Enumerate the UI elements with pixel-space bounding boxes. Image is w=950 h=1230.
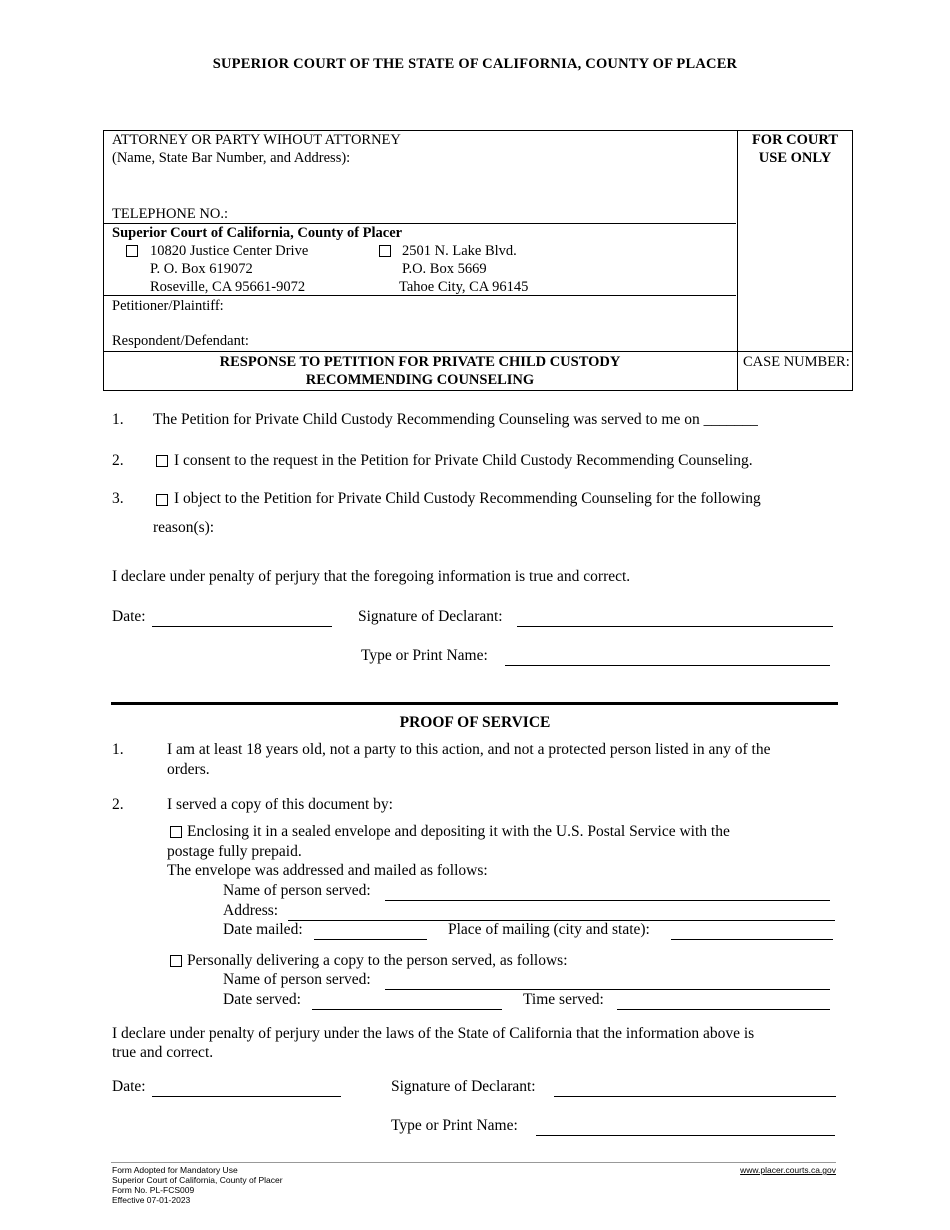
date-mailed-label: Date mailed: [223, 921, 303, 938]
case-number-label: CASE NUMBER: [743, 354, 850, 370]
item-number: 1. [112, 411, 124, 428]
proof-of-service-title: PROOF OF SERVICE [399, 714, 551, 731]
place-mailing-field[interactable] [671, 925, 833, 940]
footer-line: Form Adopted for Mandatory Use [112, 1165, 238, 1175]
proof-date-label: Date: [112, 1078, 146, 1095]
footer-line: Effective 07-01-2023 [112, 1195, 191, 1205]
consent-statement: I consent to the request in the Petition for Private Child Custody Recommending Counseling. [174, 452, 753, 469]
tahoe-address-line: 2501 N. Lake Blvd. [402, 243, 517, 259]
print-name-field[interactable] [505, 651, 830, 666]
name-served-label: Name of person served: [223, 882, 371, 899]
attorney-label: ATTORNEY OR PARTY WIHOUT ATTORNEY [112, 132, 401, 148]
personal-delivery-checkbox[interactable] [170, 955, 182, 967]
respondent-label: Respondent/Defendant: [112, 333, 249, 349]
item-number: 1. [112, 741, 124, 758]
served-date-statement: The Petition for Private Child Custody Recommending Counseling was served to me on _______ [153, 411, 758, 428]
petitioner-label: Petitioner/Plaintiff: [112, 298, 224, 314]
mail-checkbox[interactable] [170, 826, 182, 838]
date-mailed-field[interactable] [314, 925, 427, 940]
signature-label: Signature of Declarant: [358, 608, 503, 625]
form-title-line: RECOMMENDING COUNSELING [305, 372, 535, 388]
roseville-address-line: 10820 Justice Center Drive [150, 243, 309, 259]
consent-checkbox[interactable] [156, 455, 168, 467]
item-number: 2. [112, 796, 124, 813]
proof-declaration-continued: true and correct. [112, 1044, 214, 1061]
roseville-checkbox[interactable] [126, 245, 138, 257]
item-number: 2. [112, 452, 124, 469]
proof-signature-field[interactable] [554, 1082, 836, 1097]
footer-line: Form No. PL-FCS009 [112, 1185, 195, 1195]
mail-address-field[interactable] [288, 906, 835, 921]
age-statement: I am at least 18 years old, not a party to this action, and not a protected person listed in any of the [167, 741, 771, 758]
date-field[interactable] [152, 612, 332, 627]
personal-name-served-field[interactable] [385, 975, 830, 990]
caption-rule [104, 351, 852, 352]
mail-statement-continued: postage fully prepaid. [167, 843, 302, 860]
declaration-statement: I declare under penalty of perjury that the foregoing information is true and correct. [112, 568, 631, 585]
object-checkbox[interactable] [156, 494, 168, 506]
object-statement-continued: reason(s): [153, 519, 215, 536]
mail-name-served-field[interactable] [385, 886, 830, 901]
court-name: Superior Court of California, County of Placer [112, 225, 403, 241]
object-statement: I object to the Petition for Private Child Custody Recommending Counseling for the following [174, 490, 761, 507]
section-divider [111, 702, 838, 705]
court-use-label: FOR COURT USE ONLY [751, 132, 839, 166]
roseville-address-line: Roseville, CA 95661-9072 [150, 279, 306, 295]
footer-website-link[interactable]: www.placer.courts.ca.gov [740, 1165, 836, 1175]
date-label: Date: [112, 608, 146, 625]
footer-form-info [112, 1165, 283, 1205]
name-served-label: Name of person served: [223, 971, 371, 988]
item-number: 3. [112, 490, 124, 507]
caption-box [103, 130, 853, 391]
tahoe-address-line: Tahoe City, CA 96145 [399, 279, 529, 295]
footer-rule [111, 1162, 836, 1163]
proof-declaration: I declare under penalty of perjury under the laws of the State of California that the information above is [112, 1025, 755, 1042]
roseville-address-line: P. O. Box 619072 [150, 261, 253, 277]
tahoe-address-line: P.O. Box 5669 [402, 261, 487, 277]
footer-line: Superior Court of California, County of Placer [112, 1175, 283, 1185]
envelope-statement: The envelope was addressed and mailed as follows: [167, 862, 488, 879]
proof-print-name-label: Type or Print Name: [391, 1117, 518, 1134]
date-served-field[interactable] [312, 995, 502, 1010]
court-title: SUPERIOR COURT OF THE STATE OF CALIFORNIA, COUNTY OF PLACER [212, 56, 738, 72]
signature-field[interactable] [517, 612, 833, 627]
proof-signature-label: Signature of Declarant: [391, 1078, 536, 1095]
time-served-label: Time served: [523, 991, 604, 1008]
proof-print-name-field[interactable] [536, 1121, 835, 1136]
proof-date-field[interactable] [152, 1082, 341, 1097]
age-statement-continued: orders. [167, 761, 210, 778]
date-served-label: Date served: [223, 991, 301, 1008]
tahoe-checkbox[interactable] [379, 245, 391, 257]
place-mailing-label: Place of mailing (city and state): [448, 921, 650, 938]
personal-delivery-statement: Personally delivering a copy to the person served, as follows: [187, 952, 568, 969]
attorney-sub-label: (Name, State Bar Number, and Address): [112, 150, 351, 166]
print-name-label: Type or Print Name: [361, 647, 488, 664]
telephone-label: TELEPHONE NO.: [112, 206, 228, 222]
time-served-field[interactable] [617, 995, 830, 1010]
form-title-line: RESPONSE TO PETITION FOR PRIVATE CHILD CUSTODY [219, 354, 621, 370]
served-by-statement: I served a copy of this document by: [167, 796, 393, 813]
address-label: Address: [223, 902, 279, 919]
mail-statement: Enclosing it in a sealed envelope and depositing it with the U.S. Postal Service with the [187, 823, 730, 840]
